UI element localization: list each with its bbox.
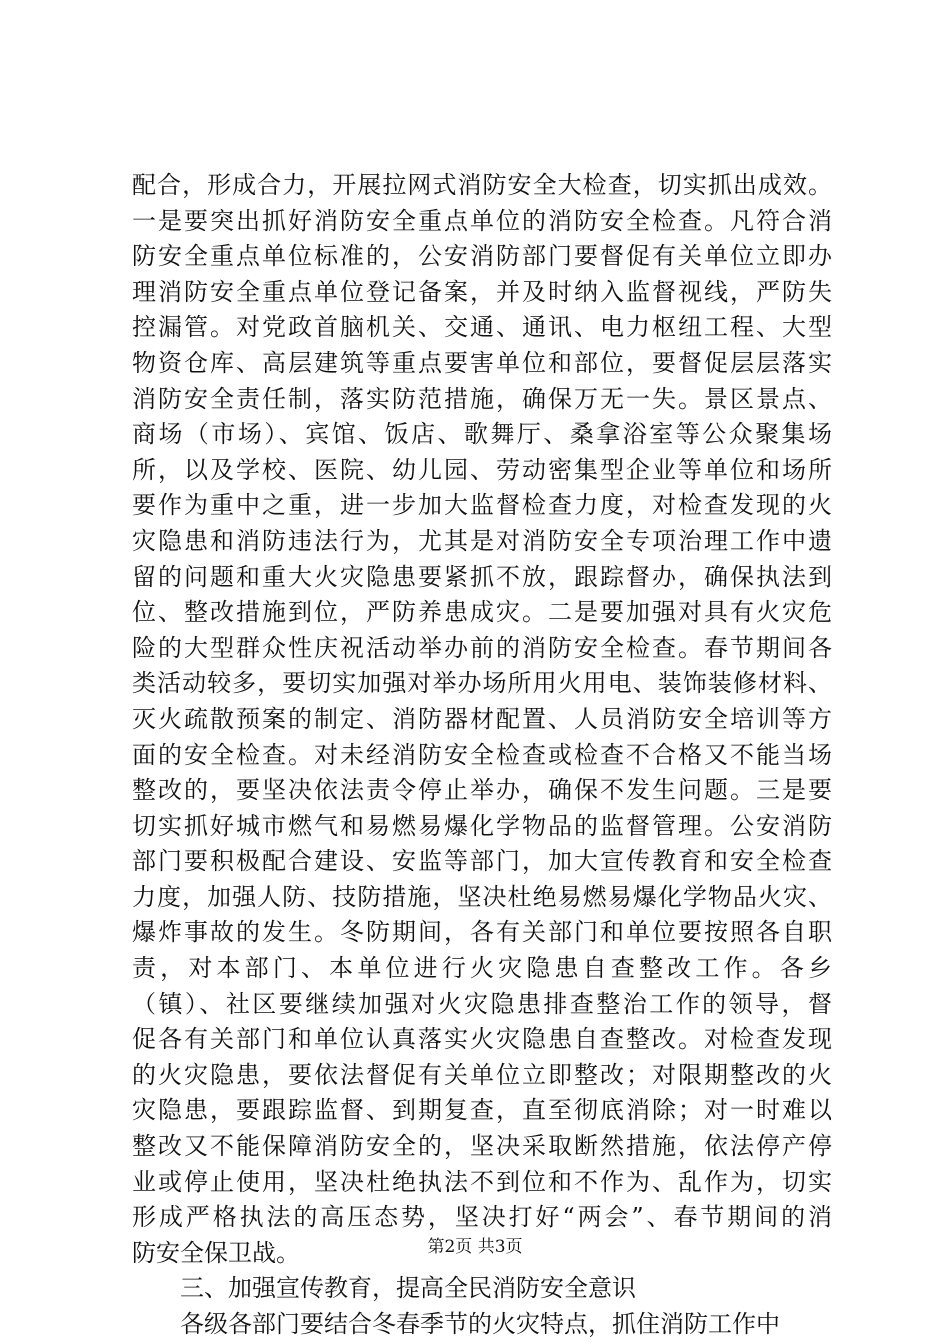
section-heading: 三、加强宣传教育，提高全民消防安全意识 xyxy=(180,1274,636,1303)
text-line: 一是要突出抓好消防安全重点单位的消防安全检查。凡符合消 xyxy=(132,206,832,235)
text-line: 责，对本部门、本单位进行火灾隐患自查整改工作。各乡 xyxy=(132,954,832,983)
text-line: 灾隐患和消防违法行为，尤其是对消防安全专项治理工作中遗 xyxy=(132,526,832,555)
text-line: 整改的，要坚决依法责令停止举办，确保不发生问题。三是要 xyxy=(132,776,832,805)
text-line: 切实抓好城市燃气和易燃易爆化学物品的监督管理。公安消防 xyxy=(132,811,832,840)
text-line: 配合，形成合力，开展拉网式消防安全大检查，切实抓出成效。 xyxy=(132,171,832,199)
text-line: 的火灾隐患，要依法督促有关单位立即整改；对限期整改的火 xyxy=(132,1060,832,1089)
text-line: 面的安全检查。对未经消防安全检查或检查不合格又不能当场 xyxy=(132,740,832,769)
paragraph-start-line: 各级各部门要结合冬春季节的火灾特点，抓住消防工作中 xyxy=(180,1310,780,1338)
body-text xyxy=(132,168,832,1343)
text-line: 留的问题和重大火灾隐患要紧抓不放，跟踪督办，确保执法到 xyxy=(132,562,832,591)
text-line: 理消防安全重点单位登记备案，并及时纳入监督视线，严防失 xyxy=(132,277,832,306)
text-line: 整改又不能保障消防安全的，坚决采取断然措施，依法停产停 xyxy=(132,1132,832,1161)
text-line: 要作为重中之重，进一步加大监督检查力度，对检查发现的火 xyxy=(132,491,832,520)
text-line: 消防安全责任制，落实防范措施，确保万无一失。景区景点、 xyxy=(132,384,832,413)
text-line: 防安全保卫战。 xyxy=(132,1238,300,1267)
text-line: 爆炸事故的发生。冬防期间，各有关部门和单位要按照各自职 xyxy=(132,918,832,947)
text-line: 力度，加强人防、技防措施，坚决杜绝易燃易爆化学物品火灾、 xyxy=(132,882,832,911)
text-line: 类活动较多，要切实加强对举办场所用火用电、装饰装修材料、 xyxy=(132,669,832,698)
text-line: （镇）、社区要继续加强对火灾隐患排查整治工作的领导，督 xyxy=(132,989,832,1018)
text-line: 商场（市场）、宾馆、饭店、歌舞厅、桑拿浴室等公众聚集场 xyxy=(132,420,832,449)
text-line: 灾隐患，要跟踪监督、到期复查，直至彻底消除；对一时难以 xyxy=(132,1096,832,1125)
page-footer: 第2页 共3页 xyxy=(427,1237,523,1257)
text-line: 位、整改措施到位，严防养患成灾。二是要加强对具有火灾危 xyxy=(132,598,832,627)
text-line: 促各有关部门和单位认真落实火灾隐患自查整改。对检查发现 xyxy=(132,1025,832,1054)
text-line: 所，以及学校、医院、幼儿园、劳动密集型企业等单位和场所 xyxy=(132,455,832,484)
text-line: 形成严格执法的高压态势，坚决打好“两会”、春节期间的消 xyxy=(132,1203,832,1232)
text-line: 防安全重点单位标准的，公安消防部门要督促有关单位立即办 xyxy=(132,242,832,271)
text-line: 控漏管。对党政首脑机关、交通、通讯、电力枢纽工程、大型 xyxy=(132,313,832,342)
text-line: 灭火疏散预案的制定、消防器材配置、人员消防安全培训等方 xyxy=(132,704,832,733)
text-line: 业或停止使用，坚决杜绝执法不到位和不作为、乱作为，切实 xyxy=(132,1167,832,1196)
text-line: 物资仓库、高层建筑等重点要害单位和部位，要督促层层落实 xyxy=(132,348,832,377)
text-line: 险的大型群众性庆祝活动举办前的消防安全检查。春节期间各 xyxy=(132,633,832,662)
text-line: 部门要积极配合建设、安监等部门，加大宣传教育和安全检查 xyxy=(132,847,832,876)
